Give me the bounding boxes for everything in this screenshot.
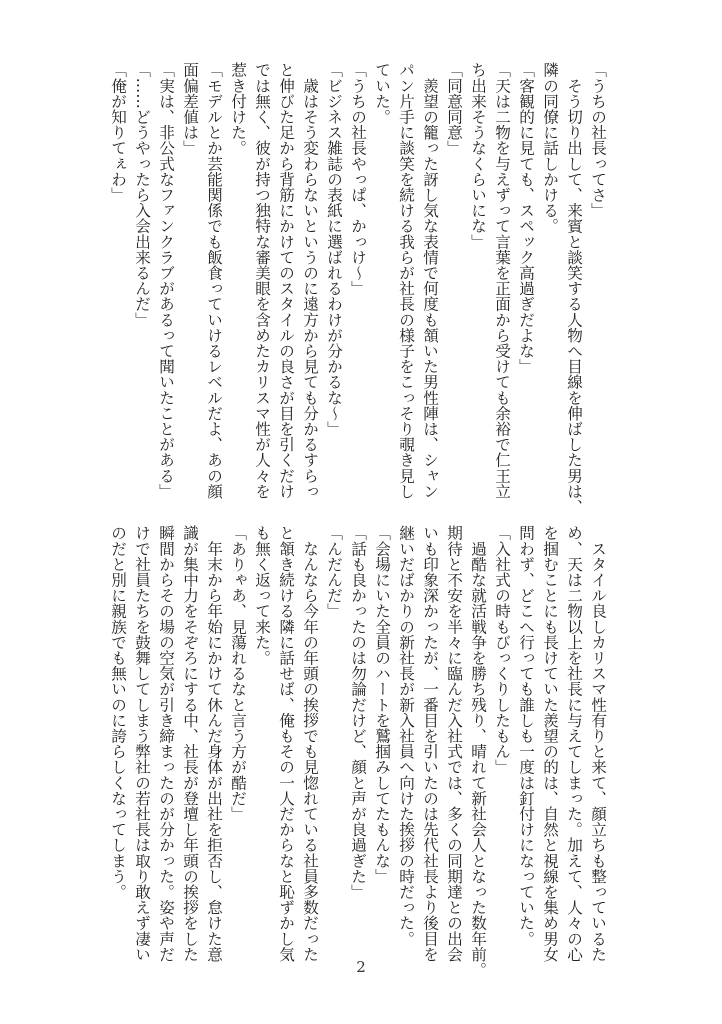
text-line: ち出来そうなくらいにな」 [469, 62, 487, 250]
text-line: 歳はそう変わらないというのに遠方から見ても分かるすらっ [301, 62, 319, 499]
text-line: ていた。 [373, 62, 391, 125]
text-line: め、天は二物以上を社長に与えてしまった。加えて、人々の心 [565, 525, 583, 962]
text-line: 「同意同意」 [445, 62, 463, 156]
text-line: 継いだばかりの新社長が新入社員へ向けた挨拶の時だった。 [397, 525, 415, 947]
text-line: のだと別に親族でも無いのに誇らしくなってしまう。 [109, 525, 127, 900]
text-line: そう切り出して、来賓と談笑する人物へ目線を伸ばした男は、 [565, 62, 583, 515]
text-line: 「俺が知りてぇわ」 [109, 62, 127, 203]
text-line: 惹き付けた。 [229, 62, 247, 156]
text-line: も無く返って来た。 [253, 525, 271, 666]
text-line: 羨望の籠った訝し気な表情で何度も頷いた男性陣は、シャン [421, 62, 439, 499]
text-line: と伸びた足から背筋にかけてのスタイルの良さが目を引くだけ [277, 62, 295, 499]
text-line: パン片手に談笑を続ける我らが社長の様子をこっそり覗き見し [397, 62, 415, 499]
text-line: 隣の同僚に話しかける。 [541, 62, 559, 234]
text-line: 「うちの社長やっぱ、かっけ～」 [349, 62, 367, 296]
text-line: 「モデルとか芸能関係でも飯食っていけるレベルだよ、あの顔 [205, 62, 223, 499]
text-line: 「入社式の時もびっくりしたもん」 [493, 525, 511, 775]
text-line: 「ビジネス雑誌の表紙に選ばれるわけが分かるな～」 [325, 62, 343, 437]
page-number: 2 [356, 958, 366, 976]
text-line: 瞬間からその場の空気が引き締まったのが分かった。姿や声だ [157, 525, 175, 962]
text-line: 年末から年始にかけて休んだ身体が出社を拒否し、怠けた意 [205, 525, 223, 962]
top-text-block [106, 62, 610, 515]
text-line: いも印象深かったが、一番目を引いたのは先代社長より後目を [421, 525, 439, 962]
text-line: なんなら今年の年頭の挨拶でも見惚れている社員多数だった [301, 525, 319, 962]
text-line: スタイル良しカリスマ性有りと来て、顔立ちも整っているた [589, 525, 607, 962]
text-line: 「話も良かったのは勿論だけど、顔と声が良過ぎた」 [349, 525, 367, 900]
text-line: けで社員たちを鼓舞してしまう弊社の若社長は取り敢えず凄い [133, 525, 151, 962]
text-line: 面偏差値は」 [181, 62, 199, 156]
text-line: 過酷な就活戦争を勝ち残り、晴れて新社会人となった数年前。 [469, 525, 487, 978]
text-line: 「ありゃあ、見蕩れるなと言う方が酷だ」 [229, 525, 247, 822]
text-line: 「……どうやったら入会出来るんだ」 [133, 62, 151, 328]
text-line: 識が集中力をそぞろにする中、社長が登壇し年頭の挨拶をした [181, 525, 199, 962]
text-line: と頷き続ける隣に話せば、俺もその一人だからなと恥ずかし気 [277, 525, 295, 962]
text-line: 期待と不安を半々に臨んだ入社式では、多くの同期達との出会 [445, 525, 463, 962]
text-line: 「実は、非公式なファンクラブがあるって聞いたことがある」 [157, 62, 175, 499]
text-line: 「会場にいた全員のハートを鷲掴みしてたもんな」 [373, 525, 391, 884]
text-line: 「んだんだ」 [325, 525, 343, 619]
text-line: を掴むことにも長けていた羨望の的は、自然と視線を集め男女 [541, 525, 559, 962]
text-line: 「うちの社長ってさ」 [589, 62, 607, 218]
text-line: 「天は二物を与えずって言葉を正面から受けても余裕で仁王立 [493, 62, 511, 499]
bottom-text-block [106, 525, 610, 978]
text-line: 「客観的に見ても、スペック高過ぎだよな」 [517, 62, 535, 374]
text-line: では無く、彼が持つ独特な審美眼を含めたカリスマ性が人々を [253, 62, 271, 499]
text-line: 問わず、どこへ行っても誰しも一度は釘付けになっていた。 [517, 525, 535, 947]
